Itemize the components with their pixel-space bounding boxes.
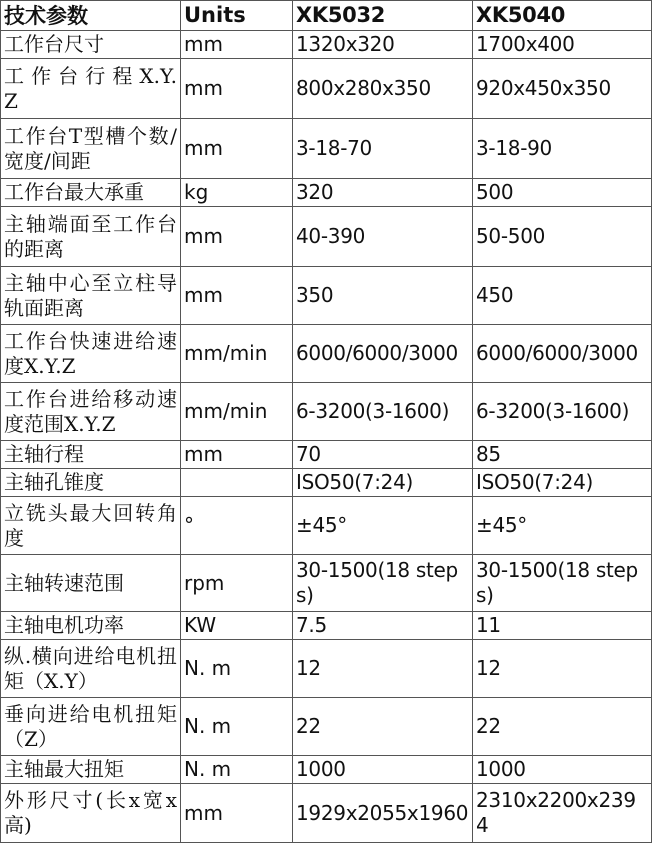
param-cell: 外形尺寸(长x宽x高) — [1, 784, 181, 843]
unit-cell — [181, 469, 293, 497]
param-cell: 主轴最大扭矩 — [1, 756, 181, 784]
xk5032-value: 70 — [293, 441, 473, 469]
table-row — [1, 698, 652, 756]
xk5040-value: 450 — [473, 267, 652, 325]
header-param: 技术参数 — [1, 1, 181, 31]
unit-cell: kg — [181, 179, 293, 207]
unit-cell: mm/min — [181, 383, 293, 441]
param-cell: 工 作 台 行 程 X.Y.Z — [1, 59, 181, 119]
xk5032-value: 6-3200(3-1600) — [293, 383, 473, 441]
xk5032-value: 1000 — [293, 756, 473, 784]
header-row — [1, 1, 652, 31]
xk5040-value: 50-500 — [473, 207, 652, 267]
table-row — [1, 59, 652, 119]
table-row — [1, 640, 652, 698]
unit-cell: mm — [181, 784, 293, 843]
unit-cell: N. m — [181, 640, 293, 698]
table-row — [1, 756, 652, 784]
xk5040-value: ±45° — [473, 497, 652, 555]
xk5040-value: 1000 — [473, 756, 652, 784]
param-cell: 主轴端面至工作台的距离 — [1, 207, 181, 267]
xk5040-value: 500 — [473, 179, 652, 207]
xk5040-value: 6000/6000/3000 — [473, 325, 652, 383]
table-row — [1, 267, 652, 325]
xk5032-value: 1320x320 — [293, 31, 473, 59]
xk5040-value: 3-18-90 — [473, 119, 652, 179]
xk5032-value: 40-390 — [293, 207, 473, 267]
param-cell: 立铣头最大回转角度 — [1, 497, 181, 555]
unit-cell: N. m — [181, 698, 293, 756]
xk5040-value: 920x450x350 — [473, 59, 652, 119]
xk5032-value: ±45° — [293, 497, 473, 555]
xk5032-value: 800x280x350 — [293, 59, 473, 119]
table-row — [1, 784, 652, 843]
unit-cell: ° — [181, 497, 293, 555]
xk5032-value: 350 — [293, 267, 473, 325]
unit-cell: mm — [181, 267, 293, 325]
unit-cell: mm — [181, 441, 293, 469]
unit-cell: N. m — [181, 756, 293, 784]
unit-cell: KW — [181, 612, 293, 640]
param-cell: 主轴电机功率 — [1, 612, 181, 640]
xk5032-value: 7.5 — [293, 612, 473, 640]
param-cell: 纵.横向进给电机扭矩（X.Y） — [1, 640, 181, 698]
unit-cell: mm — [181, 59, 293, 119]
table-row — [1, 497, 652, 555]
param-cell: 工作台最大承重 — [1, 179, 181, 207]
param-cell: 工作台T型槽个数/宽度/间距 — [1, 119, 181, 179]
unit-cell: mm — [181, 119, 293, 179]
unit-cell: mm — [181, 207, 293, 267]
xk5040-value: 6-3200(3-1600) — [473, 383, 652, 441]
xk5040-value: 22 — [473, 698, 652, 756]
xk5032-value: 30-1500(18 steps) — [293, 555, 473, 612]
table-row — [1, 469, 652, 497]
table-row — [1, 31, 652, 59]
xk5032-value: 12 — [293, 640, 473, 698]
table-row — [1, 179, 652, 207]
table-row — [1, 325, 652, 383]
xk5032-value: ISO50(7:24) — [293, 469, 473, 497]
xk5040-value: 1700x400 — [473, 31, 652, 59]
xk5040-value: 2310x2200x2394 — [473, 784, 652, 843]
xk5032-value: 6000/6000/3000 — [293, 325, 473, 383]
table-row — [1, 383, 652, 441]
xk5032-value: 1929x2055x1960 — [293, 784, 473, 843]
xk5032-value: 320 — [293, 179, 473, 207]
table-row — [1, 441, 652, 469]
param-cell: 工作台进给移动速度范围X.Y.Z — [1, 383, 181, 441]
param-cell: 主轴转速范围 — [1, 555, 181, 612]
table-row — [1, 207, 652, 267]
param-cell: 主轴中心至立柱导轨面距离 — [1, 267, 181, 325]
unit-cell: rpm — [181, 555, 293, 612]
table-row — [1, 119, 652, 179]
table-row — [1, 555, 652, 612]
xk5040-value: 30-1500(18 steps) — [473, 555, 652, 612]
param-cell: 主轴孔锥度 — [1, 469, 181, 497]
unit-cell: mm — [181, 31, 293, 59]
xk5040-value: 12 — [473, 640, 652, 698]
unit-cell: mm/min — [181, 325, 293, 383]
header-model-xk5032: XK5032 — [293, 1, 473, 31]
xk5032-value: 3-18-70 — [293, 119, 473, 179]
xk5040-value: 85 — [473, 441, 652, 469]
xk5040-value: ISO50(7:24) — [473, 469, 652, 497]
header-units: Units — [181, 1, 293, 31]
xk5032-value: 22 — [293, 698, 473, 756]
param-cell: 工作台快速进给速度X.Y.Z — [1, 325, 181, 383]
param-cell: 主轴行程 — [1, 441, 181, 469]
param-cell: 垂向进给电机扭矩（Z） — [1, 698, 181, 756]
xk5040-value: 11 — [473, 612, 652, 640]
param-cell: 工作台尺寸 — [1, 31, 181, 59]
header-model-xk5040: XK5040 — [473, 1, 652, 31]
table-row — [1, 612, 652, 640]
